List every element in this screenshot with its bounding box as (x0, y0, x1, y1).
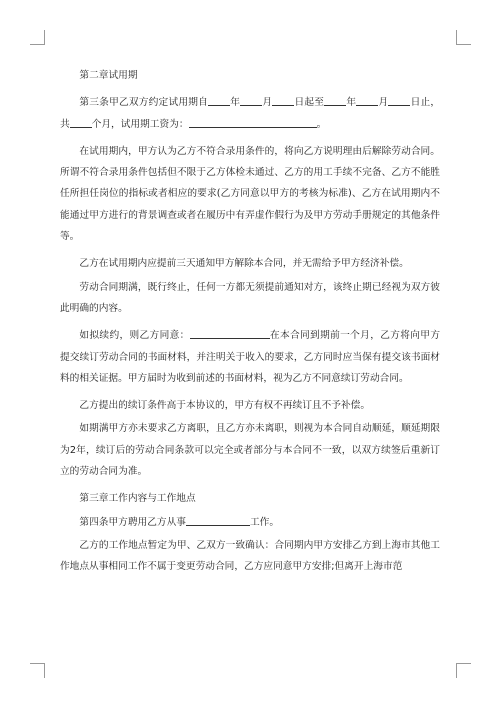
from-label: 日起至 (294, 97, 325, 109)
salary-label: 个月，试用期工资为： (91, 118, 189, 130)
crop-mark-bottom-right (456, 663, 471, 678)
article4-text-end: 工作。 (249, 516, 280, 528)
auto-extend-paragraph: 如期满甲方亦未要求乙方离职，且乙方亦未离职，则视为本合同自动顺延，顺延期限为2年，续订后的劳动合同条款可以完全或者部分与本合同不一致，以双方续签后重新订立的劳动合同为准。 (60, 423, 440, 478)
document-body (60, 65, 440, 584)
months-blank[interactable] (70, 117, 92, 128)
renewal-paragraph (60, 325, 440, 389)
end-month-blank[interactable] (356, 95, 378, 106)
crop-mark-top-left (30, 30, 45, 45)
salary-blank[interactable] (189, 117, 317, 128)
article4-text-start: 第四条甲方聘用乙方从事 (79, 516, 186, 528)
contract-expiry-paragraph: 劳动合同期满，既行终止，任何一方都无须提前通知对方，该终止期已经视为双方彼此明确的内容。 (60, 281, 440, 314)
renewal-text-rest: 在本合同到期前一个月，乙方将向甲方提交续订劳动合同的书面材料，并注明关于收入的要求，乙方同时应当保有提交该书面材料的相关证据。甲方届时为收到前述的书面材料，视为乙方不同意续订劳动合同。 (60, 330, 441, 384)
renewal-text-start: 如拟续约，则乙方同意： (79, 330, 190, 342)
higher-terms-paragraph: 乙方提出的续订条件高于本协议的，甲方有权不再续订且不予补偿。 (79, 400, 371, 412)
start-year-blank[interactable] (208, 95, 230, 106)
month-label: 月 (262, 97, 273, 109)
month-label: 月 (378, 97, 389, 109)
renewal-blank[interactable] (190, 328, 270, 339)
until-label: 日止，共 (60, 97, 441, 130)
article3-paragraph (60, 92, 440, 135)
start-day-blank[interactable] (272, 95, 294, 106)
crop-mark-bottom-left (30, 663, 45, 678)
end-day-blank[interactable] (388, 95, 410, 106)
job-blank[interactable] (186, 515, 250, 526)
probation-conditions-paragraph: 在试用期内，甲方认为乙方不符合录用条件的，将向乙方说明理由后解除劳动合同。所谓不符合录用条件包括但不限于乙方体检未通过、乙方的用工手续不完备、乙方不能胜任所担任岗位的指标或者相应的要求(乙方同意以甲方的考核为标准)、乙方在试用期内不能通过甲方进行的背景调查或者在履历中有弄虚作假行为及甲方劳动手册规定的其他条件等。 (60, 145, 440, 243)
article3-text-start: 第三条甲乙双方约定试用期自 (79, 97, 209, 109)
end-year-blank[interactable] (324, 95, 346, 106)
crop-mark-top-right (456, 30, 471, 45)
year-label: 年 (346, 97, 357, 109)
start-month-blank[interactable] (240, 95, 262, 106)
period-mark: 。 (316, 118, 327, 130)
three-days-notice-paragraph: 乙方在试用期内应提前三天通知甲方解除本合同，并无需给予甲方经济补偿。 (79, 258, 409, 270)
article4-paragraph (60, 512, 440, 533)
chapter2-heading: 第二章试用期 (79, 70, 138, 81)
year-label: 年 (230, 97, 241, 109)
work-location-paragraph: 乙方的工作地点暂定为甲、乙双方一致确认：合同期内甲方安排乙方到上海市其他工作地点从事相同工作不属于变更劳动合同，乙方应同意甲方安排;但离开上海市范 (60, 539, 440, 573)
chapter3-heading: 第三章工作内容与工作地点 (79, 493, 196, 505)
